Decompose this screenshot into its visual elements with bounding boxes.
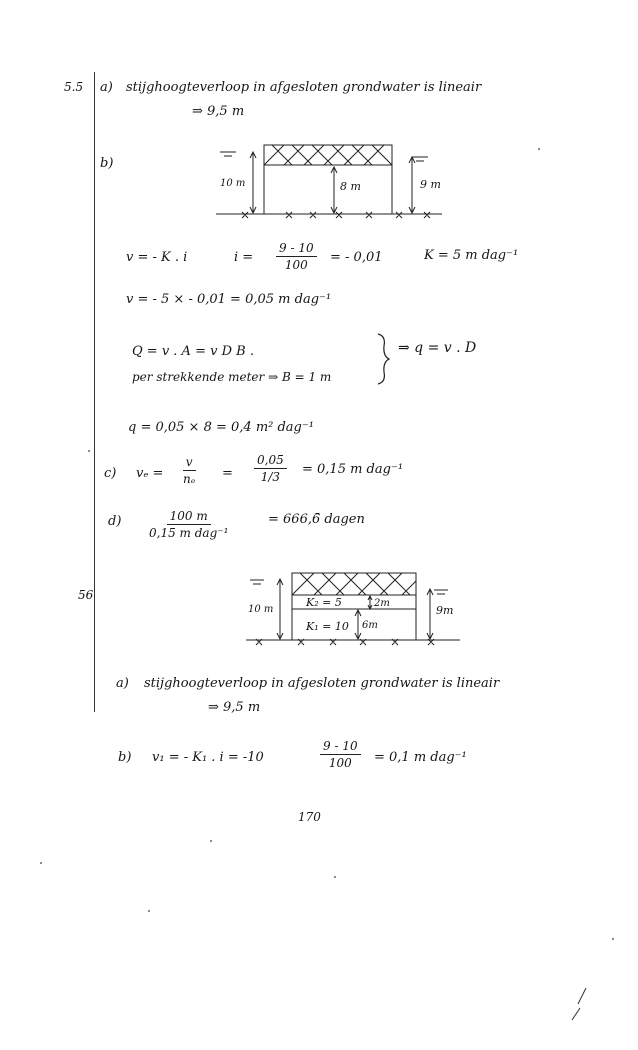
fraction-travel-time	[146, 508, 231, 541]
equation-v1-lhs: v₁ = - K₁ . i = -10	[152, 750, 264, 765]
margin-rule	[94, 72, 95, 712]
scan-speck	[334, 876, 336, 878]
equation-per-meter: per strekkende meter ⇒ B = 1 m	[132, 370, 332, 384]
label-k2: K₂ = 5	[306, 596, 342, 609]
scan-speck	[40, 862, 42, 864]
label-right-height: 9m	[436, 604, 454, 617]
equation-travel-time-result: = 666,6̄ dagen	[268, 512, 365, 527]
equation-q-result: ⇒ q = v . D	[398, 340, 477, 356]
label-middle-height: 8 m	[340, 180, 361, 193]
fraction-numerator: 0,05	[254, 452, 287, 469]
scan-speck	[612, 938, 614, 940]
scan-speck	[88, 450, 90, 452]
fraction-numerator: v	[183, 454, 196, 471]
fraction-denominator: 100	[328, 756, 352, 770]
equation-equals: =	[222, 466, 233, 481]
equation-ve-lhs: vₑ =	[136, 466, 164, 481]
fraction-gradient	[320, 738, 361, 771]
scan-marks	[570, 984, 600, 1024]
equation-v1-rhs: = 0,1 m dag⁻¹	[374, 750, 467, 765]
equation-darcy: v = - K . i	[126, 250, 188, 265]
scan-speck	[148, 910, 150, 912]
page-number: 170	[298, 810, 321, 824]
part-a-label: a)	[116, 676, 129, 691]
part-a-result: ⇒ 9,5 m	[192, 104, 245, 119]
aquifer-diagram-5-6	[242, 568, 472, 654]
equation-discharge: Q = v . A = v D B .	[132, 344, 254, 359]
fraction-numerator: 100 m	[167, 508, 211, 525]
part-b-label: b)	[118, 750, 132, 765]
part-c-label: c)	[104, 466, 117, 481]
part-a-text: stijghoogteverloop in afgesloten grondwater is lineair	[126, 80, 482, 95]
equation-velocity: v = - 5 × - 0,01 = 0,05 m dag⁻¹	[126, 292, 332, 307]
fraction-denominator: 1/3	[260, 470, 281, 484]
scan-speck	[210, 840, 212, 842]
fraction-denominator: nₑ	[183, 472, 196, 486]
fraction-v-ne	[180, 454, 198, 487]
label-left-height: 10 m	[220, 178, 246, 189]
fraction-denominator: 100	[284, 258, 308, 272]
equation-k: K = 5 m dag⁻¹	[424, 248, 519, 263]
label-k1: K₁ = 10	[306, 620, 349, 633]
fraction-gradient	[276, 240, 317, 273]
equation-i-rhs: = - 0,01	[330, 250, 383, 265]
label-thickness-1: 6m	[362, 620, 378, 631]
fraction-denominator: 0,15 m dag⁻¹	[149, 526, 229, 540]
label-right-height: 9 m	[420, 178, 441, 191]
equation-ve-rhs: = 0,15 m dag⁻¹	[302, 462, 404, 477]
aquifer-diagram-5-5	[212, 138, 472, 228]
part-d-label: d)	[108, 514, 122, 529]
part-a-label: a)	[100, 80, 113, 95]
label-left-height: 10 m	[248, 604, 274, 615]
label-thickness-2: 2m	[374, 598, 390, 609]
scan-speck	[538, 148, 540, 150]
fraction-numerator: 9 - 10	[276, 240, 317, 257]
question-number-5-6: 56	[78, 588, 94, 602]
part-b-label: b)	[100, 156, 114, 171]
part-a-result: ⇒ 9,5 m	[208, 700, 261, 715]
part-a-text: stijghoogteverloop in afgesloten grondwater is lineair	[144, 676, 500, 691]
equation-specific-discharge: q = 0,05 × 8 = 0,4 m² dag⁻¹	[128, 420, 314, 435]
fraction-numerator: 9 - 10	[320, 738, 361, 755]
question-number-5-5: 5.5	[64, 80, 84, 94]
curly-brace	[376, 332, 392, 386]
equation-i-lhs: i =	[234, 250, 254, 265]
fraction-porosity	[254, 452, 287, 485]
